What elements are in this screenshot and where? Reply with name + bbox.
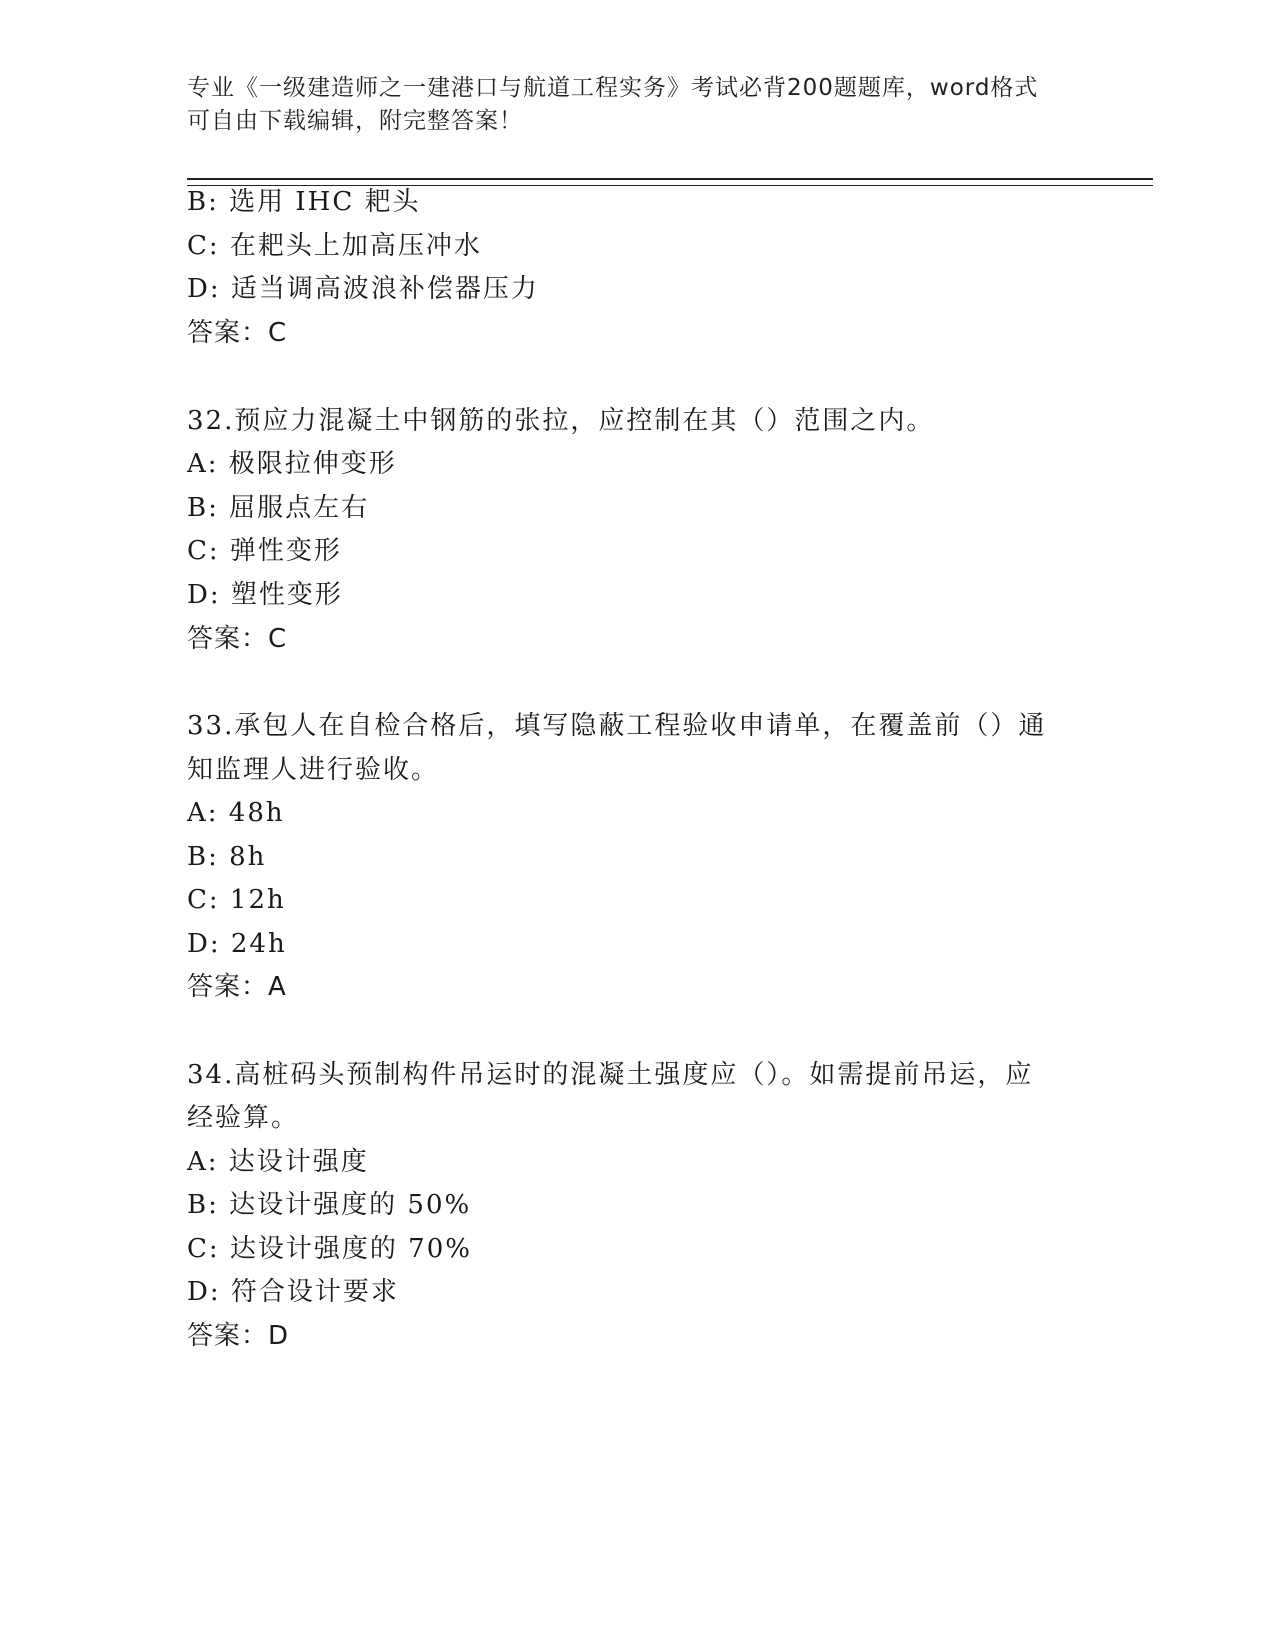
q34-option-b: B: 达设计强度的 50% bbox=[187, 1190, 472, 1220]
q32-answer: 答案：C bbox=[187, 624, 288, 654]
q32-option-a: A: 极限拉伸变形 bbox=[187, 449, 397, 479]
q33-option-d: D: 24h bbox=[187, 929, 287, 959]
q33-question-line-2: 知监理人进行验收。 bbox=[187, 755, 440, 785]
q32-question: 32.预应力混凝土中钢筋的张拉，应控制在其（）范围之内。 bbox=[187, 406, 935, 436]
q34-option-c: C: 达设计强度的 70% bbox=[187, 1234, 472, 1264]
q33-option-b: B: 8h bbox=[187, 842, 267, 872]
q31-option-b: B: 选用 IHC 耙头 bbox=[187, 187, 421, 217]
q31-option-c: C: 在耙头上加高压冲水 bbox=[187, 231, 482, 261]
q34-question-line-2: 经验算。 bbox=[187, 1103, 300, 1133]
q33-option-c: C: 12h bbox=[187, 885, 286, 915]
q31-answer: 答案：C bbox=[187, 318, 288, 348]
header-title-line-2: 可自由下载编辑，附完整答案！ bbox=[187, 108, 523, 134]
q31-option-d: D: 适当调高波浪补偿器压力 bbox=[187, 274, 539, 304]
header-title-line-1: 专业《一级建造师之一建港口与航道工程实务》考试必背200题题库，word格式 bbox=[187, 75, 1039, 101]
q34-option-a: A: 达设计强度 bbox=[187, 1147, 369, 1177]
q34-question-line-1: 34.高桩码头预制构件吊运时的混凝土强度应（）。如需提前吊运，应 bbox=[187, 1060, 1034, 1090]
q32-option-b: B: 屈服点左右 bbox=[187, 493, 370, 523]
q33-question-line-1: 33.承包人在自检合格后，填写隐蔽工程验收申请单，在覆盖前（）通 bbox=[187, 711, 1047, 741]
q32-option-d: D: 塑性变形 bbox=[187, 580, 343, 610]
q34-option-d: D: 符合设计要求 bbox=[187, 1277, 399, 1307]
header-divider bbox=[187, 178, 1153, 186]
q33-answer: 答案：A bbox=[187, 972, 287, 1002]
document-header bbox=[187, 72, 1087, 138]
q33-option-a: A: 48h bbox=[187, 798, 285, 828]
q32-option-c: C: 弹性变形 bbox=[187, 536, 342, 566]
q34-answer: 答案：D bbox=[187, 1321, 290, 1351]
